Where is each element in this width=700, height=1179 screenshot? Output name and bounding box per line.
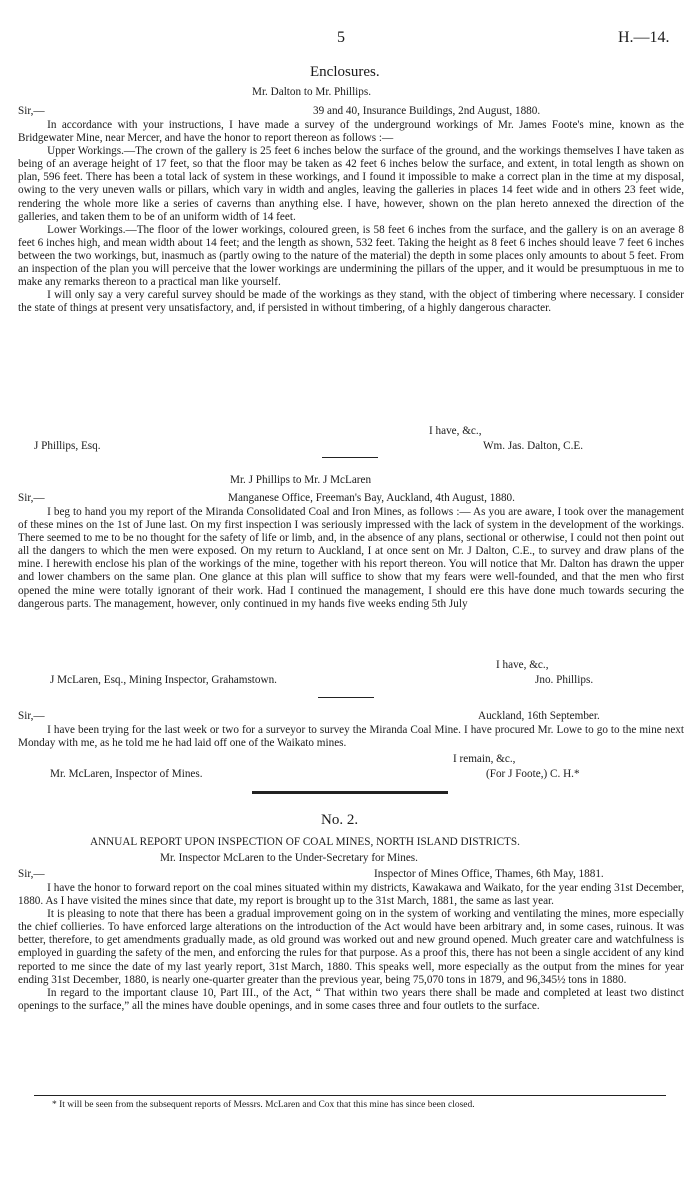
letter2-body [18,506,684,611]
letter1-closing: I have, &c., [429,425,482,437]
letter1-paragraph: I will only say a very careful survey should be made of the workings as they stand, with the object of timbering where necessary. I consider the state of things at present very unsatisfactory, and, if persisted in without timbering, of a highly dangerous character. [18,289,684,315]
letter3-body [18,724,684,750]
letter1-addressee: J Phillips, Esq. [34,440,101,452]
page-number: 5 [337,29,345,46]
report-title: ANNUAL REPORT UPON INSPECTION OF COAL MINES, NORTH ISLAND DISTRICTS. [90,836,520,848]
letter3-salutation: Sir,— [18,710,45,722]
report-paragraph: It is pleasing to note that there has been a gradual improvement going on in the system of working and ventilating the mines, more especially the chief collieries. To have enforced large alterations on the introduction of the Act would have been arbitrary and, in some cases, ruinous. It was better, therefore, to get amendments gradually made, as old ground was worked out and new ground opened. Much greater care and watchfulness is employed in guarding the safety of the men, and enforcing the rules for that purpose. As a proof this, there has not been a single accident of any kind reported to me since the date of my last yearly report, 31st March, 1880. This speaks well, more especially as the output from the mines for year ending 31st December, 1880, is nearly one-quarter greater than the previous year, being 75,070 tons in 1879, and 96,345½ tons in 1880. [18,908,684,986]
letter3-addressee: Mr. McLaren, Inspector of Mines. [50,768,203,780]
letter1-signature: Wm. Jas. Dalton, C.E. [483,440,584,452]
letter3-paragraph: I have been trying for the last week or two for a surveyor to survey the Miranda Coal Mine. I have procured Mr. Lowe to go to the mine next Monday with me, as he told me he had laid off one of the Waikato mines. [18,724,684,750]
section-divider [322,457,378,458]
letter2-addressee: J McLaren, Esq., Mining Inspector, Grahamstown. [50,674,277,686]
document-reference: H.—14. [618,29,670,46]
letter1-body [18,119,684,315]
letter3-address: Auckland, 16th September. [478,710,600,722]
letter2-salutation: Sir,— [18,492,45,504]
letter1-heading: Mr. Dalton to Mr. Phillips. [252,86,372,98]
footnote-rule [34,1095,666,1096]
report-number: No. 2. [321,812,359,828]
letter3-closing: I remain, &c., [453,753,516,765]
letter2-paragraph: I beg to hand you my report of the Miranda Consolidated Coal and Iron Mines, as follows :— As you are aware, I took over the management of these mines on the 1st of June last. On my first inspection I was seriously impressed with the lack of system in the development of the workings. There seemed to me to be no thought for the safety of life or limb, and, in the absence of any plans, sectional or otherwise, I could not then point out all the dangers to which the men were exposed. On my return to Auckland, I at once sent on Mr. J Dalton, C.E., to survey and draw plans of the mine. I herewith enclose his plan of the workings of the mine, together with his report thereon. You will notice that Mr. Dalton has drawn the upper and lower chambers on the same plan. One glance at this plan will suffice to show that my fears were well-founded, and that the men who first opened the mine were totally ignorant of their work. Had I continued the management, I should ere this have done much towards securing the dangerous parts. The management, however, only continued in my hands five weeks ending 5th July [18,506,684,610]
section-break-rule [252,791,448,794]
letter2-heading: Mr. J Phillips to Mr. J McLaren [230,474,372,486]
report-address: Inspector of Mines Office, Thames, 6th May, 1881. [374,868,604,880]
report-body [18,882,684,1013]
footnote: * It will be seen from the subsequent reports of Messrs. McLaren and Cox that this mine has since been closed. [52,1100,475,1110]
report-paragraph: I have the honor to forward report on the coal mines situated within my districts, Kawakawa and Waikato, for the year ending 31st December, 1880. As I have visited the mines since that date, my report is brought up to the 31st March, 1881, the same as last year. [18,882,684,908]
report-paragraph: In regard to the important clause 10, Part III., of the Act, “ That within two years there shall be made and completed at least two distinct openings to the surface,” all the mines have double openings, and in some cases three and four outlets to the surface. [18,986,684,1012]
letter2-address: Manganese Office, Freeman's Bay, Auckland, 4th August, 1880. [228,492,515,504]
report-heading: Mr. Inspector McLaren to the Under-Secretary for Mines. [160,852,418,864]
letter1-address: 39 and 40, Insurance Buildings, 2nd August, 1880. [313,105,541,117]
letter2-closing: I have, &c., [496,659,549,671]
enclosures-title: Enclosures. [310,64,380,80]
letter2-signature: Jno. Phillips. [535,674,594,686]
letter3-signature: (For J Foote,) C. H.* [486,768,580,780]
letter1-paragraph-upper-workings: Upper Workings.—The crown of the gallery is 25 feet 6 inches below the surface of the ground, and the workings themselves I have taken as being of an average height of 17 feet, so that the floor may be taken as 42 feet 6 inches below the surface, and extent, in total length as shown on plan, 596 feet. There has been a total lack of system in these workings, and I found it impossible to make a correct plan in the time at my disposal, owing to the very uneven walls or pillars, which vary in width and angles, leaving the galleries in places 14 feet wide and in others 23 feet wide, rendering the whole more like a series of caverns than anything else. I have, however, shown on the plan hereto annexed the direction of the galleries, and taken them to be of an uniform width of 14 feet. [18,145,684,223]
letter1-paragraph-lower-workings: Lower Workings.—The floor of the lower workings, coloured green, is 58 feet 6 inches from the surface, and the gallery is on an average 8 feet 6 inches high, and mean width about 14 feet; and the length as shown, 532 feet. Taking the height as 8 feet 6 inches should leave 7 feet 6 inches between the two workings, but, inasmuch as (partly owing to the nature of the material) the depth in some places only amounts to about 5 feet. From an inspection of the plan you will perceive that the lower workings are undermining the pillars of the upper, and it would be presumptuous in me to make any remarks thereon to a practical man like yourself. [18,223,684,289]
letter1-paragraph: In accordance with your instructions, I have made a survey of the underground workings of Mr. James Foote's mine, known as the Bridgewater Mine, near Mercer, and have the honor to report thereon as follows :— [18,119,684,145]
section-divider [318,697,374,698]
letter1-salutation: Sir,— [18,105,45,117]
report-salutation: Sir,— [18,868,45,880]
